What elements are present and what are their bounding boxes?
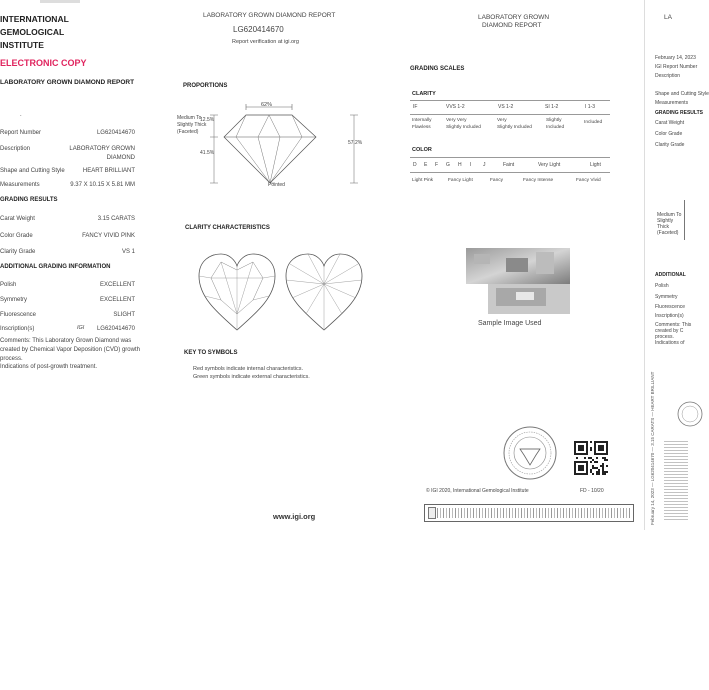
key-to-symbols-title: KEY TO SYMBOLS [184, 350, 238, 356]
color-very-light: Very Light [538, 162, 561, 168]
clarity-desc-si-1: Slightly [546, 118, 562, 123]
clarity-desc-if-1: Internally [412, 118, 432, 123]
polish-label: Polish [0, 282, 17, 288]
report-number-label: Report Number [0, 130, 42, 136]
symmetry-value: EXCELLENT [99, 297, 135, 303]
clarity-grade-vvs: VVS 1-2 [446, 104, 465, 110]
heart-plot-pavilion [284, 252, 364, 332]
far-right-fluorescence: Fluorescence [655, 304, 686, 310]
color-d: D [413, 162, 417, 168]
fluorescence-label: Fluorescence [0, 312, 37, 318]
far-right-row-report: IGI Report Number [655, 64, 698, 70]
security-strip-pattern [428, 508, 630, 518]
grading-scales-title: GRADING SCALES [410, 66, 465, 72]
comments-line-2: created by Chemical Vapor Deposition (CVD) growth [0, 347, 140, 353]
far-right-header: LA [664, 14, 672, 21]
clarity-characteristics-title: CLARITY CHARACTERISTICS [185, 225, 270, 231]
far-right-additional-title: ADDITIONAL [655, 272, 686, 278]
sample-image-caption: Sample Image Used [478, 320, 542, 327]
inscription-value: LG620414670 [96, 326, 135, 332]
fancy-light: Fancy Light [448, 178, 473, 183]
carat-value: 3.15 CARATS [97, 216, 135, 222]
description-label: Description [0, 146, 31, 152]
color-g: G [446, 162, 450, 168]
comments-line-1: Comments: This Laboratory Grown Diamond was [0, 338, 132, 344]
clarity-grade-if: IF [413, 104, 418, 110]
key-line-green: Green symbols indicate external characteristics. [193, 374, 310, 380]
form-code: FD - 10/20 [580, 488, 604, 494]
heart-plot-crown [197, 252, 277, 332]
far-right-diagram-fragment [684, 200, 690, 240]
color-grade-value: FANCY VIVID PINK [82, 233, 135, 239]
far-right-row-carat: Carat Weight [655, 120, 685, 126]
middle-report-number: LG620414670 [233, 25, 284, 34]
fluorescence-value: SLIGHT [113, 312, 135, 318]
grading-results-title: GRADING RESULTS [0, 197, 58, 203]
igi-seal-icon [502, 425, 558, 481]
report-number-value: LG620414670 [96, 130, 135, 136]
far-right-row-clarity: Clarity Grade [655, 142, 685, 148]
far-right-polish: Polish [655, 283, 669, 289]
panel-separator [644, 0, 645, 530]
culet-label: Pointed [268, 182, 285, 188]
clarity-desc-i: Included [584, 120, 603, 125]
far-right-row-shape: Shape and Cutting Style [655, 91, 709, 97]
qr-code-icon[interactable] [574, 441, 608, 475]
crown-percentage: 12.5% [200, 117, 215, 123]
electronic-copy-label: ELECTRONIC COPY [0, 58, 87, 68]
right-header-title-line-2: DIAMOND REPORT [482, 22, 542, 29]
fancy: Fancy [490, 178, 504, 183]
inscription-logo: IGI [77, 325, 85, 331]
dot-mark: . [20, 112, 22, 118]
far-right-seal-icon [676, 400, 700, 428]
far-right-girdle-1: Medium To [657, 212, 682, 218]
measurements-value: 9.37 X 10.15 X 5.81 MM [70, 182, 135, 188]
far-right-inscription: Inscription(s) [655, 313, 684, 319]
color-j: J [483, 162, 486, 168]
carat-label: Carat Weight [0, 216, 35, 222]
color-h: H [458, 162, 462, 168]
far-right-comments-4: Indications of [655, 340, 685, 346]
description-value-1: LABORATORY GROWN [69, 146, 135, 152]
far-right-girdle-2: Slightly [657, 218, 674, 224]
institute-logo-blot [40, 0, 80, 3]
fancy-light-pink: Light Pink [412, 178, 434, 183]
color-grade-label: Color Grade [0, 233, 33, 239]
color-scale-top-rule [410, 157, 610, 158]
far-right-vertical-bars [664, 440, 688, 520]
far-right-comments-3: process. [655, 334, 674, 340]
pavilion-percentage: 41.5% [200, 150, 215, 156]
far-right-symmetry: Symmetry [655, 294, 678, 300]
clarity-desc-vvs-2: Slightly Included [446, 125, 481, 130]
clarity-grade-si: SI 1-2 [545, 104, 559, 110]
symmetry-label: Symmetry [0, 297, 27, 303]
color-faint: Faint [503, 162, 515, 168]
clarity-grade-vs: VS 1-2 [498, 104, 514, 110]
clarity-scale-top-rule [410, 100, 610, 101]
far-right-comments-1: Comments: This [655, 322, 692, 328]
key-line-red: Red symbols indicate internal characteristics. [193, 366, 304, 372]
color-scale-mid-rule [410, 172, 610, 173]
color-f: F [435, 162, 439, 168]
girdle-label-line-2: Slightly Thick [177, 122, 207, 128]
right-header-title-line-1: LABORATORY GROWN [478, 14, 550, 21]
inscription-label: Inscription(s) [0, 326, 35, 332]
far-right-row-description: Description [655, 73, 681, 79]
additional-info-title: ADDITIONAL GRADING INFORMATION [0, 264, 111, 270]
girdle-label-line-1: Medium To [177, 115, 202, 121]
clarity-desc-vs-2: Slightly Included [497, 125, 532, 130]
far-right-row-date: February 14, 2023 [655, 55, 696, 61]
clarity-desc-si-2: Included [546, 125, 565, 130]
girdle-label-line-3: (Faceted) [177, 129, 199, 135]
copyright-text: © IGI 2020, International Gemological Institute [426, 488, 529, 494]
verification-text: Report verification at igi.org [232, 39, 299, 45]
clarity-desc-vs-1: Very [497, 118, 507, 123]
institute-name-line-3: INSTITUTE [0, 40, 44, 50]
clarity-grade-value: VS 1 [121, 249, 135, 255]
color-i: I [470, 162, 472, 168]
far-right-row-measurements: Measurements [655, 100, 689, 106]
middle-header-title: LABORATORY GROWN DIAMOND REPORT [203, 12, 336, 19]
depth-percentage: 57.2% [348, 140, 363, 146]
polish-value: EXCELLENT [99, 282, 135, 288]
far-right-vertical-text: February 14, 2023 — LG620414670 — 3.15 CARATS — HEART BRILLIANT [650, 371, 655, 525]
institute-name-line-2: GEMOLOGICAL [0, 27, 65, 37]
far-right-comments-2: created by C [655, 328, 684, 334]
clarity-scale-mid-rule [410, 114, 610, 115]
description-value-2: DIAMOND [106, 155, 135, 161]
color-scale-title: COLOR [412, 147, 432, 153]
clarity-desc-if-2: Flawless [412, 125, 431, 130]
table-percentage: 62% [261, 102, 273, 108]
fancy-intense: Fancy Intense [523, 178, 554, 183]
proportions-diagram [170, 95, 370, 195]
shape-value: HEART BRILLIANT [82, 168, 135, 174]
color-light: Light [590, 162, 601, 168]
far-right-girdle-4: (Faceted) [657, 230, 679, 236]
clarity-desc-vvs-1: Very Very [446, 118, 467, 123]
report-title: LABORATORY GROWN DIAMOND REPORT [0, 79, 135, 86]
fancy-vivid: Fancy Vivid [576, 178, 601, 183]
institute-name-line-1: INTERNATIONAL [0, 14, 69, 24]
proportions-title: PROPORTIONS [183, 83, 228, 89]
measurements-label: Measurements [0, 182, 40, 188]
shape-label: Shape and Cutting Style [0, 168, 65, 174]
sample-diamond-image [466, 248, 570, 314]
security-strip-mark [428, 507, 436, 519]
clarity-grade-i: I 1-3 [585, 104, 596, 110]
far-right-row-grading-results: GRADING RESULTS [655, 110, 703, 116]
color-e: E [424, 162, 428, 168]
comments-line-3: process. [0, 356, 23, 362]
far-right-row-color: Color Grade [655, 131, 683, 137]
website-link[interactable]: www.igi.org [273, 512, 316, 521]
clarity-scale-title: CLARITY [412, 91, 436, 97]
comments-line-4: Indications of post-growth treatment. [0, 364, 98, 370]
clarity-grade-label: Clarity Grade [0, 249, 36, 255]
far-right-girdle-3: Thick [657, 224, 669, 230]
